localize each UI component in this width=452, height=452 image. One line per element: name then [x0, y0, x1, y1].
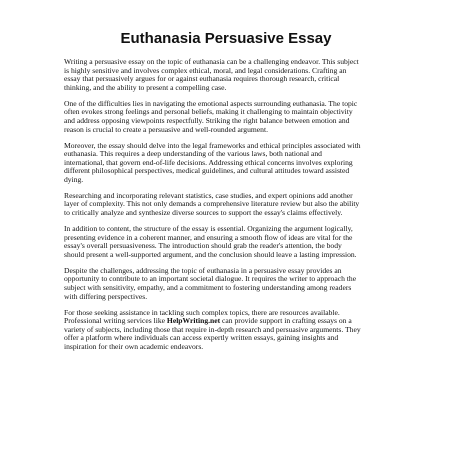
paragraph-line: to critically analyze and synthesize diverse sources to support the essay's claims effectively.	[64, 208, 343, 218]
paragraph-line: layer of complexity. This not only demands a comprehensive literature review but also the ability	[64, 199, 360, 209]
paragraph-line: For those seeking assistance in tackling such complex topics, there are resources available.	[64, 307, 340, 317]
paragraph-line: euthanasia. This requires a deep understanding of the various laws, both national and	[64, 149, 322, 159]
paragraph-line: is highly sensitive and involves complex ethical, moral, and legal considerations. Crafting an	[64, 65, 347, 75]
paragraph-line: offer a platform where individuals can access expertly written essays, gaining insights and	[64, 333, 339, 343]
paragraph-3	[64, 142, 436, 185]
paragraph-6	[64, 267, 436, 301]
paragraph-list	[64, 58, 436, 301]
paragraph-line: essay's overall persuasiveness. The introduction should grab the reader's attention, the body	[64, 241, 342, 251]
paragraph-line: Researching and incorporating relevant statistics, case studies, and expert opinions add another	[64, 190, 353, 200]
paragraph-4	[64, 192, 436, 218]
paragraph-2	[64, 100, 436, 134]
paragraph-line: essay that persuasively argues for or against euthanasia requires thorough research, critical	[64, 74, 340, 84]
paragraph-line: thinking, and the ability to present a compelling case.	[64, 82, 227, 92]
paragraph-line: international, that govern end-of-life decisions. Addressing ethical concerns involves exploring	[64, 157, 353, 167]
paragraph-line: and address opposing viewpoints respectfully. Striking the right balance between emotion and	[64, 115, 350, 125]
paragraph-line: Writing a persuasive essay on the topic of euthanasia can be a challenging endeavor. This subject	[64, 57, 359, 66]
paragraph-line: different philosophical perspectives, medical guidelines, and cultural attitudes toward assisted	[64, 166, 350, 176]
paragraph-line: One of the difficulties lies in navigating the emotional aspects surrounding euthanasia. The topic	[64, 98, 358, 108]
paragraph-line: opportunity to contribute to an important societal dialogue. It requires the writer to approach the	[64, 274, 357, 284]
paragraph-line: reason is crucial to create a persuasive and well-rounded argument.	[64, 124, 268, 134]
page-title: Euthanasia Persuasive Essay	[120, 30, 332, 47]
paragraph-line: variety of subjects, including those that require in-depth research and persuasive arguments. They	[64, 324, 361, 334]
helpwriting-link-text: HelpWriting.net	[166, 316, 221, 326]
paragraph-line: often evokes strong feelings and personal beliefs, making it challenging to maintain objectivity	[64, 107, 353, 117]
paragraph-line: dying.	[64, 174, 84, 184]
essay-body	[64, 58, 436, 359]
paragraph-5	[64, 225, 436, 259]
paragraph-final	[64, 309, 436, 352]
paragraph-line: inspiration for their own academic endeavors.	[64, 341, 204, 351]
paragraph-1	[64, 58, 436, 92]
paragraph-line: In addition to content, the structure of the essay is essential. Organizing the argument logically,	[64, 224, 353, 234]
paragraph-line: presenting evidence in a coherent manner, and ensuring a smooth flow of ideas are vital for the	[64, 232, 353, 242]
paragraph-line: should present a well-supported argument, and the conclusion should leave a lasting impression.	[64, 249, 357, 259]
paragraph-line: Despite the challenges, addressing the topic of euthanasia in a persuasive essay provides an	[64, 265, 342, 275]
paragraph-line: subject with sensitivity, empathy, and a commitment to fostering understanding among readers	[64, 283, 352, 293]
paragraph-line: with differing perspectives.	[64, 291, 148, 301]
line-text: can provide support in crafting essays on a	[220, 316, 352, 326]
paragraph-line: Moreover, the essay should delve into the legal frameworks and ethical principles associated with	[64, 140, 361, 150]
line-text: Professional writing services like	[64, 316, 167, 326]
